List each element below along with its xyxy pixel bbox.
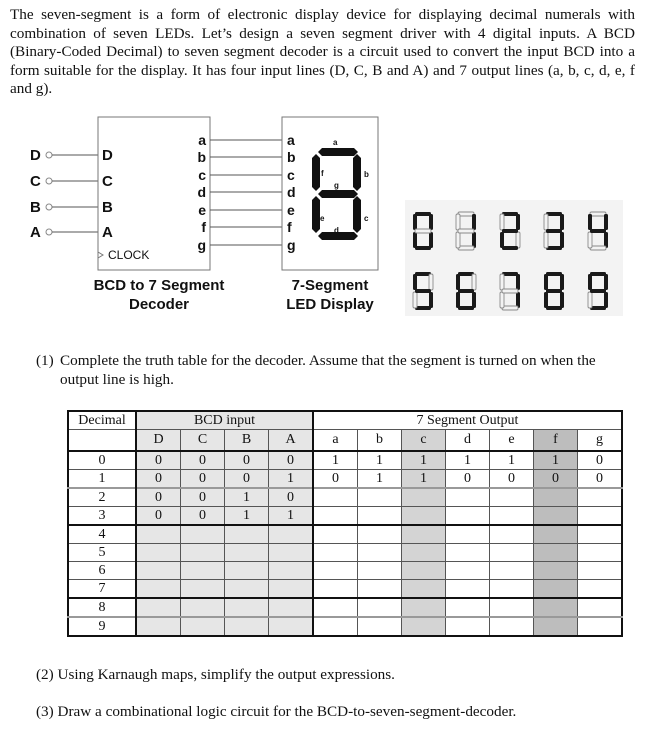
led-caption-line1: 7-Segment [291,277,369,294]
cell-decimal: 8 [68,598,136,617]
decoder-caption-line2: Decoder [128,296,190,313]
cell-bcd-b[interactable]: 0 [225,470,269,489]
cell-seg-b[interactable] [358,507,402,526]
cell-bcd-c[interactable] [181,580,225,599]
cell-bcd-b[interactable]: 0 [225,451,269,470]
cell-bcd-d[interactable] [136,562,181,580]
cell-decimal: 4 [68,525,136,544]
led-in-g: g [287,237,296,253]
cell-bcd-c[interactable] [181,598,225,617]
cell-bcd-d[interactable] [136,617,181,636]
cell-bcd-a[interactable] [269,544,314,562]
cell-seg-c[interactable] [402,525,446,544]
cell-decimal: 9 [68,617,136,636]
cell-seg-b[interactable] [358,562,402,580]
cell-seg-b[interactable]: 1 [358,451,402,470]
cell-bcd-d[interactable] [136,544,181,562]
cell-seg-a[interactable] [313,525,358,544]
input-label-a: A [30,224,41,241]
cell-seg-f[interactable] [534,580,578,599]
decoder-pin-b: B [102,199,113,216]
cell-decimal: 0 [68,451,136,470]
cell-seg-a[interactable] [313,598,358,617]
cell-bcd-d[interactable]: 0 [136,470,181,489]
segment-g [318,190,358,198]
decoder-caption-line1: BCD to 7 Segment [93,277,225,294]
led-in-e: e [287,202,295,218]
decoder-out-c: c [198,167,206,183]
cell-seg-c[interactable] [402,580,446,599]
cell-bcd-b[interactable] [225,544,269,562]
decoder-out-e: e [198,202,206,218]
cell-seg-d[interactable] [446,580,490,599]
cell-bcd-b[interactable] [225,525,269,544]
cell-seg-c[interactable] [402,488,446,507]
cell-seg-f[interactable] [534,544,578,562]
table-row [68,562,622,580]
input-wires [52,155,98,232]
cell-seg-e[interactable] [490,525,534,544]
segment-c [353,196,361,233]
led-caption-line2: LED Display [286,296,374,313]
cell-bcd-a[interactable] [269,525,314,544]
cell-seg-e[interactable]: 1 [490,451,534,470]
table-row [68,507,622,526]
decoder-diagram [0,0,645,330]
cell-decimal: 1 [68,470,136,489]
cell-bcd-b[interactable]: 1 [225,488,269,507]
clock-label: CLOCK [108,248,150,262]
cell-seg-a[interactable] [313,562,358,580]
cell-bcd-c[interactable]: 0 [181,451,225,470]
cell-seg-a[interactable] [313,544,358,562]
output-wires [210,140,282,245]
cell-seg-g[interactable] [578,598,623,617]
col-header-c: C [181,430,225,452]
cell-bcd-d[interactable] [136,525,181,544]
decoder-pin-a: A [102,224,113,241]
cell-seg-a[interactable]: 0 [313,470,358,489]
col-header-seg-b: b [358,430,402,452]
cell-seg-e[interactable] [490,617,534,636]
question-2: (2) Using Karnaugh maps, simplify the output expressions. [36,666,395,683]
led-in-a: a [287,132,295,148]
col-header-a: A [269,430,314,452]
cell-seg-b[interactable]: 1 [358,470,402,489]
cell-bcd-c[interactable]: 0 [181,470,225,489]
col-header-seg-e: e [490,430,534,452]
segment-a [318,148,358,156]
decoder-out-g: g [197,237,206,253]
cell-seg-d[interactable]: 1 [446,451,490,470]
cell-bcd-a[interactable] [269,580,314,599]
cell-seg-d[interactable]: 0 [446,470,490,489]
col-header-d: D [136,430,181,452]
cell-decimal: 2 [68,488,136,507]
cell-bcd-c[interactable]: 0 [181,507,225,526]
cell-bcd-a[interactable]: 0 [269,451,314,470]
cell-seg-g[interactable] [578,507,623,526]
cell-seg-g[interactable] [578,562,623,580]
led-in-f: f [287,219,292,235]
cell-seg-d[interactable] [446,507,490,526]
cell-seg-e[interactable] [490,544,534,562]
question-1-text: Complete the truth table for the decoder. Assume that the segment is turned on when the output line is high. [60,352,596,388]
table-row [68,451,622,470]
cell-seg-f[interactable] [534,488,578,507]
cell-seg-g[interactable] [578,580,623,599]
cell-seg-c[interactable] [402,544,446,562]
cell-decimal: 3 [68,507,136,526]
col-header-seg-c: c [402,430,446,452]
cell-seg-a[interactable] [313,507,358,526]
cell-bcd-a[interactable] [269,598,314,617]
cell-bcd-a[interactable] [269,617,314,636]
cell-seg-f[interactable] [534,617,578,636]
cell-seg-f[interactable]: 0 [534,470,578,489]
col-header-b: B [225,430,269,452]
cell-seg-a[interactable] [313,488,358,507]
cell-seg-b[interactable] [358,525,402,544]
cell-seg-f[interactable]: 1 [534,451,578,470]
cell-bcd-c[interactable] [181,617,225,636]
cell-seg-f[interactable] [534,525,578,544]
cell-seg-g[interactable]: 0 [578,470,623,489]
table-row [68,525,622,544]
cell-decimal: 6 [68,562,136,580]
decoder-out-d: d [197,184,206,200]
input-terminals [46,152,52,235]
cell-seg-d[interactable] [446,488,490,507]
question-3: (3) Draw a combinational logic circuit for the BCD-to-seven-segment-decoder. [36,703,517,720]
cell-bcd-d[interactable]: 0 [136,507,181,526]
question-1-number: (1) [36,352,54,369]
table-row [68,617,622,636]
intro-paragraph: The seven-segment is a form of electronic display device for displaying decimal numerals with combination of seven LEDs. Let’s design a seven segment driver with 4 digital inputs. A BCD (Binary-Coded Decimal) to seven segment decoder is a circuit used to convert the input BCD into a form suitable for the display. It has four input lines (D, C, B and A) and 7 output lines (a, b, c, d, e, f and g). [10,6,635,98]
segment-e [312,196,320,233]
cell-seg-b[interactable] [358,488,402,507]
col-header-seg-f: f [534,430,578,452]
segment-label-f: f [321,169,324,178]
header-segment-output: 7 Segment Output [313,411,622,430]
cell-bcd-b[interactable] [225,562,269,580]
cell-bcd-d[interactable]: 0 [136,488,181,507]
cell-seg-g[interactable] [578,488,623,507]
col-header-seg-g: g [578,430,623,452]
table-row [68,580,622,599]
cell-bcd-d[interactable]: 0 [136,451,181,470]
table-row [68,470,622,489]
cell-seg-d[interactable] [446,562,490,580]
cell-seg-c[interactable]: 1 [402,451,446,470]
cell-seg-g[interactable] [578,525,623,544]
segment-label-c: c [364,214,369,223]
cell-decimal: 5 [68,544,136,562]
table-row [68,598,622,617]
led-in-d: d [287,184,296,200]
cell-seg-d[interactable] [446,525,490,544]
cell-bcd-b[interactable]: 1 [225,507,269,526]
cell-bcd-c[interactable]: 0 [181,488,225,507]
table-row [68,488,622,507]
col-header-seg-d: d [446,430,490,452]
decoder-out-b: b [197,149,206,165]
question-1 [36,352,636,389]
cell-seg-c[interactable] [402,562,446,580]
cell-bcd-a[interactable]: 1 [269,470,314,489]
cell-seg-e[interactable] [490,488,534,507]
segment-label-e: e [320,214,325,223]
cell-seg-a[interactable] [313,617,358,636]
cell-bcd-b[interactable] [225,598,269,617]
cell-seg-b[interactable] [358,598,402,617]
led-in-b: b [287,149,296,165]
cell-seg-g[interactable] [578,544,623,562]
cell-seg-e[interactable] [490,580,534,599]
cell-seg-a[interactable] [313,580,358,599]
input-label-d: D [30,147,41,164]
segment-label-g: g [334,181,339,190]
input-pins [30,147,41,241]
cell-bcd-c[interactable] [181,562,225,580]
cell-bcd-b[interactable] [225,617,269,636]
header-decimal: Decimal [68,411,136,430]
cell-seg-b[interactable] [358,580,402,599]
cell-seg-d[interactable] [446,617,490,636]
truth-table [67,410,623,637]
cell-seg-c[interactable]: 1 [402,470,446,489]
cell-seg-f[interactable] [534,562,578,580]
cell-seg-e[interactable] [490,598,534,617]
segment-b [353,154,361,191]
cell-seg-g[interactable] [578,617,623,636]
led-in-c: c [287,167,295,183]
decoder-out-f: f [201,219,206,235]
table-row [68,544,622,562]
cell-bcd-c[interactable] [181,525,225,544]
cell-seg-c[interactable] [402,598,446,617]
cell-bcd-c[interactable] [181,544,225,562]
decoder-out-a: a [198,132,206,148]
cell-seg-g[interactable]: 0 [578,451,623,470]
cell-seg-b[interactable] [358,544,402,562]
segment-f [312,154,320,191]
segment-label-d: d [334,226,339,235]
col-header-seg-a: a [313,430,358,452]
cell-seg-d[interactable] [446,544,490,562]
decoder-pin-c: C [102,173,113,190]
cell-seg-e[interactable] [490,562,534,580]
cell-seg-c[interactable] [402,617,446,636]
cell-seg-e[interactable]: 0 [490,470,534,489]
input-label-b: B [30,199,41,216]
cell-bcd-d[interactable] [136,580,181,599]
cell-seg-f[interactable] [534,507,578,526]
cell-seg-a[interactable]: 1 [313,451,358,470]
cell-seg-b[interactable] [358,617,402,636]
cell-bcd-a[interactable]: 1 [269,507,314,526]
header-decimal-blank [68,430,136,452]
segment-label-a: a [333,138,338,147]
segment-label-b: b [364,170,369,179]
header-bcd-input: BCD input [136,411,313,430]
cell-bcd-a[interactable] [269,562,314,580]
decoder-pin-d: D [102,147,113,164]
cell-decimal: 7 [68,580,136,599]
cell-seg-c[interactable] [402,507,446,526]
cell-seg-e[interactable] [490,507,534,526]
input-label-c: C [30,173,41,190]
cell-bcd-a[interactable]: 0 [269,488,314,507]
cell-bcd-d[interactable] [136,598,181,617]
cell-seg-f[interactable] [534,598,578,617]
cell-bcd-b[interactable] [225,580,269,599]
cell-seg-d[interactable] [446,598,490,617]
